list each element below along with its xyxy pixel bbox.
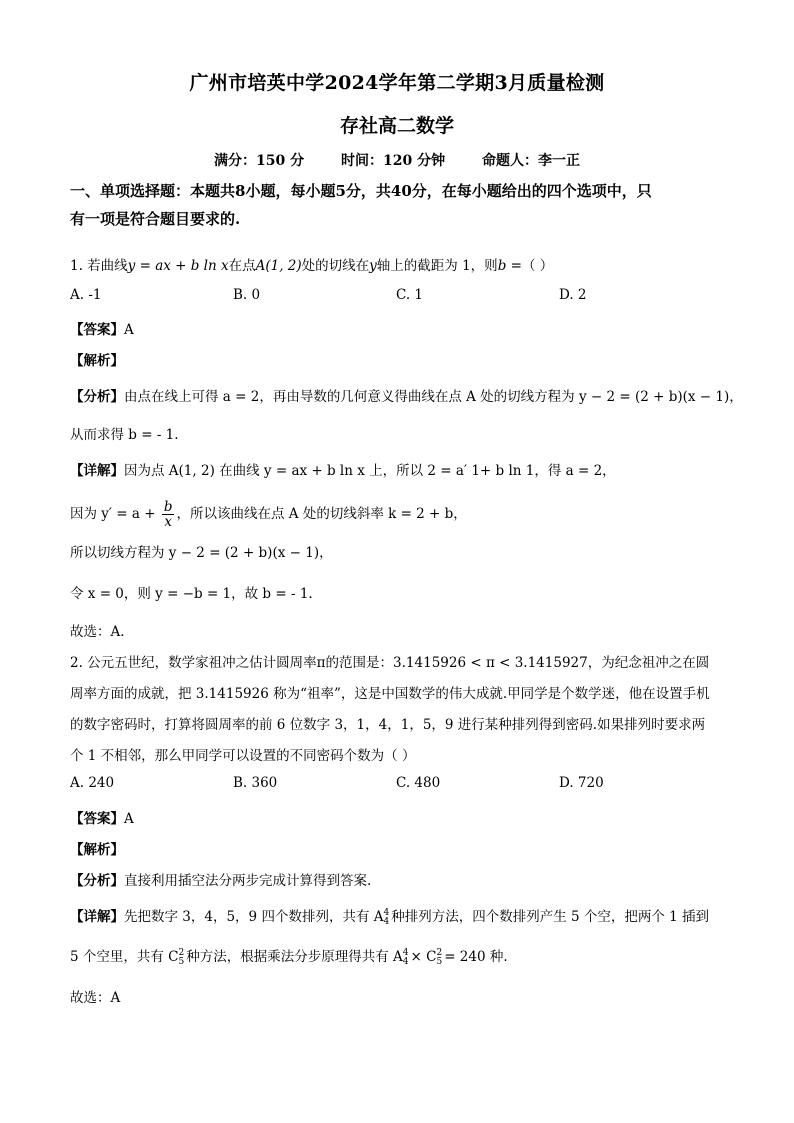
q1-fenxi-cont: 从而求得 b = - 1. — [70, 427, 179, 443]
comb-text: 5 个空里，共有 C — [70, 949, 179, 965]
q1-stem-text4: 轴上的截距为 1，则 — [376, 258, 498, 274]
q2-stem-2: 周率方面的成就，把 3.1415926 称为“祖率”，这是中国数学的伟大成就.甲同学是个数学迷，他在设置手机 — [70, 686, 710, 702]
full-score: 满分：150 分 — [214, 153, 305, 169]
q2-stem-1: 2. 公元五世纪，数学家祖冲之估计圆周率π的范围是：3.1415926 < π < 3.1415927，为纪念祖冲之在圆 — [70, 655, 710, 671]
analysis-tag: 【解析】 — [70, 353, 124, 369]
q1-stem — [70, 254, 553, 274]
analysis-tag: 【解析】 — [70, 842, 124, 858]
q2-stem-3: 的数字密码时，打算将圆周率的前 6 位数字 3，1，4，1，5，9 进行某种排列得到密码.如果排列时要求两 — [70, 717, 706, 733]
q1-axis: y — [369, 258, 377, 274]
q2-analysis-tag — [70, 838, 124, 858]
comb-result: = 240 种. — [444, 949, 508, 965]
comb-text2: 种方法，根据乘法分步原理得共有 A — [186, 949, 403, 965]
comb-text3: × C — [410, 949, 437, 965]
q2-option-c: C. 480 — [396, 775, 441, 791]
q1-stem-text3: 处的切线在 — [301, 258, 370, 274]
q2-option-b: B. 360 — [233, 775, 278, 791]
q1-stem-text: 1. 若曲线 — [70, 258, 128, 274]
comb-script-2 — [436, 949, 442, 967]
q1-point: A(1, 2) — [255, 258, 302, 274]
q2-option-d: D. 720 — [559, 775, 604, 791]
q2-detail-2 — [70, 945, 508, 967]
q2-answer — [70, 807, 134, 827]
fenxi-text: 直接利用插空法分两步完成计算得到答案. — [124, 873, 372, 889]
answer-tag: 【答案】 — [70, 811, 124, 827]
detail-text: 因为点 A(1, 2) 在曲线 y = ax + b ln x 上，所以 2 = a′ 1+ b ln 1，得 a = 2， — [124, 463, 616, 479]
q1-stem-text2: 在点 — [228, 258, 256, 274]
q1-conclusion: 故选：A. — [70, 624, 125, 640]
exam-author: 命题人：李一正 — [481, 153, 580, 169]
perm-sup-2: 4 — [402, 947, 409, 958]
q2-detail-1 — [70, 905, 709, 927]
q1-detail-2 — [70, 500, 467, 529]
q1-unknown: b = — [497, 258, 522, 274]
perm-sup: 4 — [383, 907, 390, 918]
section-heading — [70, 177, 720, 233]
perm-script-2 — [403, 949, 409, 967]
exam-subtitle: 存社高二数学 — [339, 115, 454, 137]
exam-time: 时间：120 分钟 — [341, 153, 446, 169]
slope-text: ，所以该曲线在点 A 处的切线斜率 k = 2 + b， — [176, 506, 467, 522]
detail-tag: 【详解】 — [70, 909, 124, 925]
detail-text-cont: 种排列方法，四个数排列产生 5 个空，把两个 1 插到 — [391, 909, 710, 925]
q1-option-d: D. 2 — [559, 287, 587, 303]
fenxi-tag: 【分析】 — [70, 389, 124, 405]
q1-analysis-tag — [70, 349, 124, 369]
fraction-denominator: x — [164, 514, 172, 530]
answer-tag: 【答案】 — [70, 322, 124, 338]
detail-tag: 【详解】 — [70, 463, 124, 479]
q1-option-b: B. 0 — [233, 287, 261, 303]
comb-sub: 5 — [178, 956, 185, 967]
q2-fenxi — [70, 869, 371, 889]
section-heading-line1: 一、单项选择题：本题共8小题，每小题5分，共40分，在每小题给出的四个选项中，只 — [70, 182, 652, 200]
section-heading-line2: 有一项是符合题目要求的. — [70, 210, 241, 228]
perm-sub: 4 — [383, 916, 390, 927]
derivative-text: 因为 y′ = a + — [70, 506, 156, 522]
q1-curve-formula: y = ax + b ln x — [127, 258, 229, 274]
exam-meta — [0, 150, 794, 170]
q1-answer — [70, 318, 134, 338]
answer-value: A — [124, 322, 134, 338]
q1-detail-1 — [70, 459, 616, 479]
fraction-numerator: b — [163, 499, 173, 515]
q1-detail-3: 所以切线方程为 y − 2 = (2 + b)(x − 1)， — [70, 545, 333, 561]
perm-sub-2: 4 — [402, 956, 409, 967]
q1-blank: （ ） — [521, 258, 554, 274]
detail-text: 先把数字 3，4，5，9 四个数排列，共有 A — [124, 909, 384, 925]
q1-option-a: A. -1 — [70, 287, 102, 303]
fraction — [162, 500, 175, 529]
q2-stem-4: 个 1 不相邻，那么甲同学可以设置的不同密码个数为（ ） — [70, 748, 416, 764]
answer-value: A — [124, 811, 134, 827]
comb-sup: 2 — [178, 947, 185, 958]
comb-sub-2: 5 — [436, 956, 443, 967]
fenxi-text: 由点在线上可得 a = 2，再由导数的几何意义得曲线在点 A 处的切线方程为 y − 2 = (2 + b)(x − 1)， — [124, 389, 743, 405]
perm-script — [383, 909, 389, 927]
q2-conclusion: 故选：A — [70, 990, 121, 1006]
comb-script — [179, 949, 185, 967]
fenxi-tag: 【分析】 — [70, 873, 124, 889]
q1-option-c: C. 1 — [396, 287, 424, 303]
comb-sup-2: 2 — [436, 947, 443, 958]
q2-option-a: A. 240 — [70, 775, 115, 791]
exam-title: 广州市培英中学2024学年第二学期3月质量检测 — [189, 72, 605, 94]
q1-fenxi — [70, 385, 743, 405]
q1-detail-4: 令 x = 0，则 y = −b = 1，故 b = - 1. — [70, 586, 313, 602]
